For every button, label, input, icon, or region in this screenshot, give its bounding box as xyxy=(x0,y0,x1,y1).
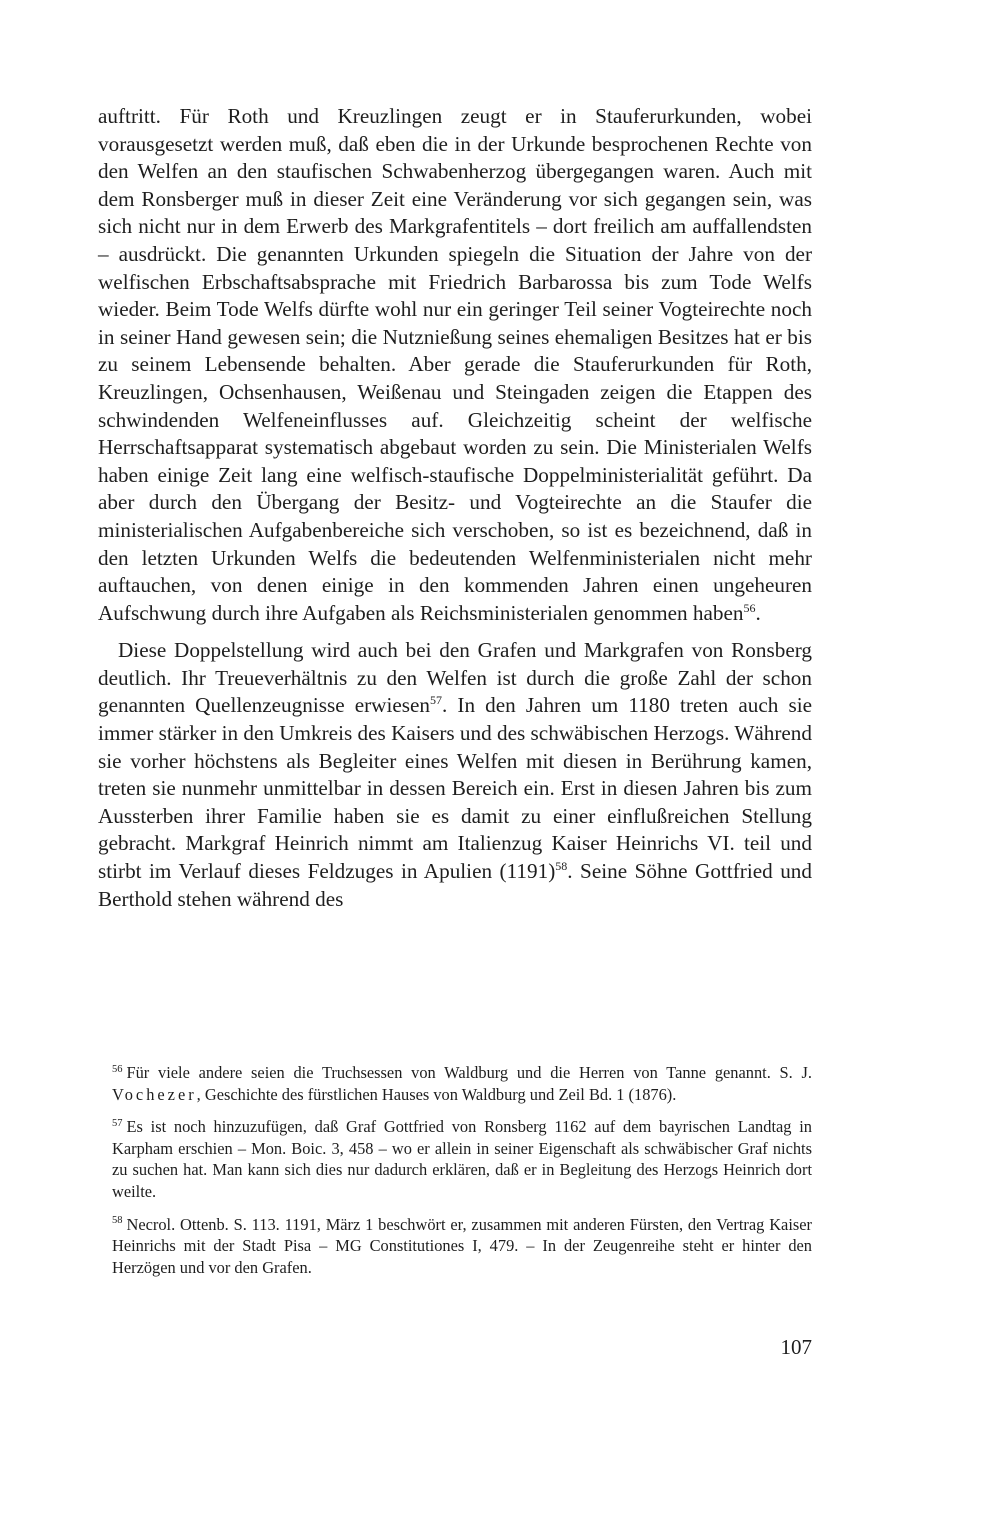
footnote-reference: 57 xyxy=(430,693,442,708)
paragraph xyxy=(98,103,812,627)
footnote xyxy=(112,1214,812,1279)
paragraph-text: Diese Doppelstellung wird auch bei den Grafen und Markgrafen von Ronsberg deutlich. Ihr Treueverhältnis zu den Welfen ist durch die große Zahl der schon genannten Quellenzeugnisse erwiesen xyxy=(98,638,812,718)
paragraph-text-end: . xyxy=(755,600,761,625)
paragraph-text: auftritt. Für Roth und Kreuzlingen zeugt er in Stauferurkunden, wobei vorausgesetzt werden muß, daß eben die in der Urkunde besprochenen Rechte von den Welfen an den staufischen Schwabenherzog übergegangen waren. Auch mit dem Ronsberger muß in dieser Zeit eine Veränderung vor sich gegangen sein, was sich nicht nur in dem Erwerb des Markgrafentitels – dort freilich am auffallendsten – ausdrückt. Die genannten Urkunden spiegeln die Situation der Jahre von der welfischen Erbschaftsabsprache mit Friedrich Barbarossa bis zum Tode Welfs wieder. Beim Tode Welfs dürfte wohl nur ein geringer Teil seiner Vogteirechte noch in seiner Hand gewesen sein; die Nutznießung seines ehemaligen Besitzes hat er bis zu seinem Lebensende behalten. Aber gerade die Stauferurkunden für Roth, Kreuzlingen, Ochsenhausen, Weißenau und Steingaden zeigen die Etappen des schwindenden Welfeneinflusses auf. Gleichzeitig scheint der welfische Herrschaftsapparat systematisch abgebaut worden zu sein. Die Ministerialen Welfs haben einige Zeit lang eine welfisch-staufische Doppelministerialität geführt. Da aber durch den Übergang der Besitz- und Vogteirechte an die Staufer die ministerialischen Aufgabenbereiche sich verschoben, so ist es bezeichnend, daß in den letzten Urkunden Welfs die bedeutenden Welfenministerialen nicht mehr auftauchen, von denen einige in den kommenden Jahren einen ungeheuren Aufschwung durch ihre Aufgaben als Reichsministerialen genommen haben xyxy=(98,104,812,625)
footnote-reference: 56 xyxy=(743,600,756,615)
footnote-text: Es ist noch hinzuzufügen, daß Graf Gottfried von Ronsberg 1162 auf dem bayrischen Landtag in Karpham erschien – Mon. Boic. 3, 458 – wo er allein in seiner Eigenschaft als schwäbischer Graf nichts zu suchen hat. Man kann sich dies nur dadurch erklären, daß er in Begleitung des Herzogs Heinrich dort weilte. xyxy=(112,1117,812,1201)
paragraph-text: . In den Jahren um 1180 treten auch sie immer stärker in den Umkreis des Kaisers und des schwäbischen Herzogs. Während sie vorher höchstens als Begleiter eines Welfen mit diesen in Berührung kamen, treten sie nunmehr unmittelbar in dessen Bereich ein. Erst in diesen Jahren bis zum Aussterben ihrer Familie haben sie es damit zu einer einflußreichen Stellung gebracht. Markgraf Heinrich nimmt am Italienzug Kaiser Heinrichs VI. teil und stirbt im Verlauf dieses Feldzuges in Apulien (1191) xyxy=(98,693,812,884)
footnote-text: Necrol. Ottenb. S. 113. 1191, März 1 beschwört er, zusammen mit anderen Fürsten, den Vertrag Kaiser Heinrichs mit der Stadt Pisa – MG Constitutiones I, 479. – In der Zeugenreihe steht er hinter den Herzögen und vor den Grafen. xyxy=(112,1214,812,1277)
footnotes xyxy=(112,1062,812,1289)
paragraph-text: . Seine Söhne Gottfried und Berthold stehen während des xyxy=(98,859,812,911)
footnote-number: 58 xyxy=(112,1215,123,1227)
footnote xyxy=(112,1116,812,1202)
author-name: Vochezer xyxy=(112,1084,197,1104)
footnote-number: 57 xyxy=(112,1117,123,1129)
footnote-text: , Geschichte des fürstlichen Hauses von Waldburg und Zeil Bd. 1 (1876). xyxy=(196,1084,677,1104)
footnote xyxy=(112,1062,812,1105)
footnote-text: Für viele andere seien die Truchsessen von Waldburg und die Herren von Tanne genannt. S. J. xyxy=(126,1063,812,1082)
page-number: 107 xyxy=(780,1335,812,1359)
body-text xyxy=(98,103,812,913)
paragraph xyxy=(98,637,812,913)
footnote-number: 56 xyxy=(112,1063,123,1075)
footnote-reference: 58 xyxy=(555,858,568,873)
